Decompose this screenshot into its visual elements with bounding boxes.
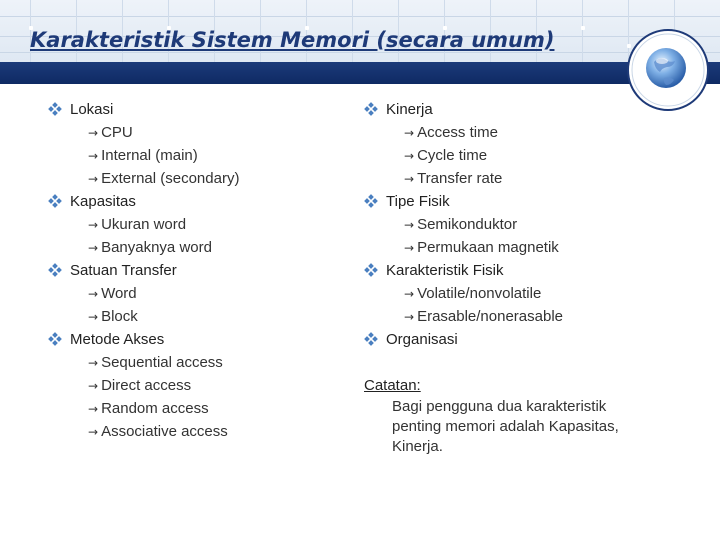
list-item <box>364 259 664 282</box>
sub-list-item-label: Cycle time <box>417 147 488 164</box>
arrow-right-icon: → <box>404 241 415 255</box>
sub-list-item <box>364 236 664 259</box>
list-item-label: Tipe Fisik <box>386 193 450 210</box>
list-item <box>48 328 348 351</box>
sub-list-item-label: Direct access <box>101 377 192 394</box>
list-item-label: Lokasi <box>70 101 114 118</box>
sub-list-item-label: Banyaknya word <box>101 239 212 256</box>
left-column <box>48 98 348 443</box>
sub-list-item <box>48 397 348 420</box>
list-item-label: Kinerja <box>386 101 433 118</box>
sub-list-item <box>48 236 348 259</box>
sub-list-item <box>48 167 348 190</box>
sub-list-item <box>364 213 664 236</box>
sub-list-item <box>364 167 664 190</box>
sub-list-item-label: Sequential access <box>101 354 223 371</box>
list-item-label: Metode Akses <box>70 331 165 348</box>
list-item <box>48 190 348 213</box>
title-bar <box>0 62 720 84</box>
sub-list-item-label: Semikonduktor <box>417 216 518 233</box>
list-item-label: Karakteristik Fisik <box>386 262 504 279</box>
diamond-bullet-icon <box>48 328 62 351</box>
sub-list-item <box>364 305 664 328</box>
sub-list-item <box>48 144 348 167</box>
slide-title: Karakteristik Sistem Memori (secara umum) <box>30 28 555 52</box>
sub-list-item <box>48 213 348 236</box>
sub-list-item <box>48 282 348 305</box>
diamond-bullet-icon <box>364 259 378 282</box>
sub-list-item <box>364 121 664 144</box>
diamond-bullet-icon <box>364 328 378 351</box>
arrow-right-icon: → <box>404 172 415 186</box>
list-item <box>364 98 664 121</box>
list-item-label: Kapasitas <box>70 193 136 210</box>
right-column <box>364 98 664 351</box>
arrow-right-icon: → <box>88 241 99 255</box>
sub-list-item-label: Permukaan magnetik <box>417 239 559 256</box>
sub-list-item-label: CPU <box>101 124 133 141</box>
diamond-bullet-icon <box>48 98 62 121</box>
arrow-right-icon: → <box>88 402 99 416</box>
sub-list-item <box>48 420 348 443</box>
arrow-right-icon: → <box>404 149 415 163</box>
note-title: Catatan: <box>364 377 421 394</box>
sub-list-item <box>48 374 348 397</box>
header-grid-line <box>582 0 583 62</box>
arrow-right-icon: → <box>88 218 99 232</box>
sub-list-item-label: Block <box>101 308 138 325</box>
note-body: Bagi pengguna dua karakteristik penting memori adalah Kapasitas, Kinerja. <box>392 398 619 455</box>
arrow-right-icon: → <box>88 172 99 186</box>
sub-list-item-label: External (secondary) <box>101 170 240 187</box>
diamond-bullet-icon <box>48 190 62 213</box>
sub-list-item <box>48 121 348 144</box>
note-section <box>364 374 664 457</box>
sub-list-item-label: Erasable/nonerasable <box>417 308 563 325</box>
arrow-right-icon: → <box>88 287 99 301</box>
sub-list-item <box>48 351 348 374</box>
sub-list-item-label: Volatile/nonvolatile <box>417 285 542 302</box>
arrow-right-icon: → <box>88 149 99 163</box>
sub-list-item-label: Internal (main) <box>101 147 198 164</box>
arrow-right-icon: → <box>404 310 415 324</box>
list-item <box>364 190 664 213</box>
sub-list-item <box>48 305 348 328</box>
header-grid-line <box>0 16 720 17</box>
list-item-label: Organisasi <box>386 331 458 348</box>
sub-list-item-label: Ukuran word <box>101 216 187 233</box>
arrow-right-icon: → <box>88 310 99 324</box>
diamond-bullet-icon <box>48 259 62 282</box>
diamond-bullet-icon <box>364 98 378 121</box>
arrow-right-icon: → <box>88 356 99 370</box>
sub-list-item-label: Associative access <box>101 423 228 440</box>
arrow-right-icon: → <box>404 287 415 301</box>
header-sparkle <box>581 26 585 30</box>
list-item <box>48 98 348 121</box>
sub-list-item-label: Word <box>101 285 137 302</box>
list-item <box>48 259 348 282</box>
arrow-right-icon: → <box>404 218 415 232</box>
list-item-label: Satuan Transfer <box>70 262 177 279</box>
sub-list-item-label: Random access <box>101 400 209 417</box>
header-grid-line <box>0 52 720 53</box>
sub-list-item-label: Transfer rate <box>417 170 503 187</box>
sub-list-item <box>364 144 664 167</box>
arrow-right-icon: → <box>404 126 415 140</box>
arrow-right-icon: → <box>88 425 99 439</box>
sub-list-item <box>364 282 664 305</box>
arrow-right-icon: → <box>88 126 99 140</box>
sub-list-item-label: Access time <box>417 124 498 141</box>
arrow-right-icon: → <box>88 379 99 393</box>
diamond-bullet-icon <box>364 190 378 213</box>
list-item <box>364 328 664 351</box>
